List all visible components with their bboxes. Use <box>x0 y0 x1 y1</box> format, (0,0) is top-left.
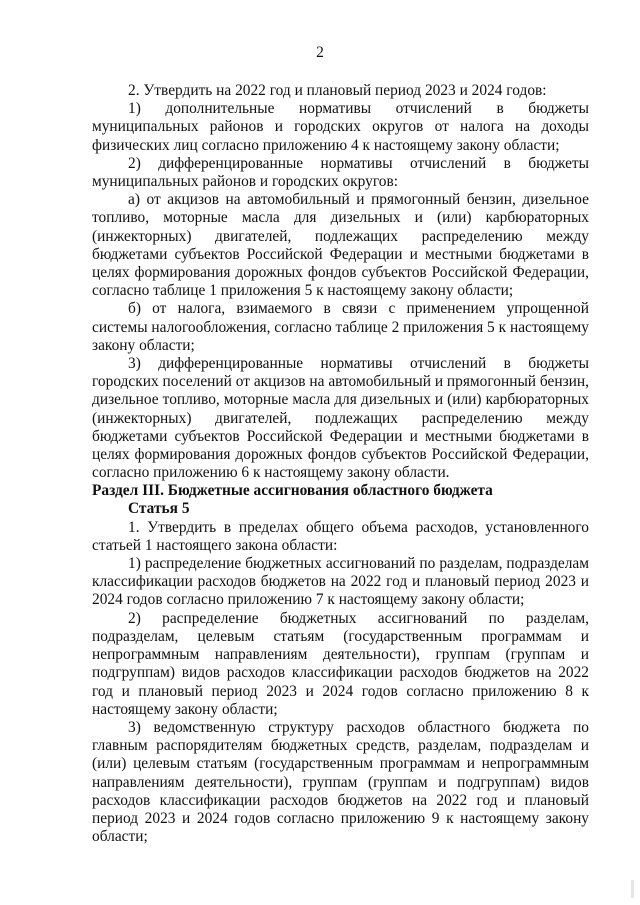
paragraph: 1) дополнительные нормативы отчислений в бюджеты муниципальных районов и городских округов от налога на доходы физических лиц согласно приложению 4 к настоящему закону области; <box>92 100 589 154</box>
article-title: Статья 5 <box>128 500 190 518</box>
page-number: 2 <box>316 44 324 61</box>
section-title: Раздел III. Бюджетные ассигнования областного бюджета <box>92 482 493 500</box>
paragraph: б) от налога, взимаемого в связи с применением упрощенной системы налогообложения, согласно таблице 2 приложения 5 к настоящему закону области; <box>92 300 589 354</box>
document-body <box>92 82 589 846</box>
paragraph: а) от акцизов на автомобильный и прямогонный бензин, дизельное топливо, моторные масла для дизельных и (или) карбюраторных (инжекторных) двигателей, подлежащих распределению между бюджетами субъектов Российской Федерации и местными бюджетами в целях формирования дорожных фондов субъектов Российской Федерации, согласно таблице 1 приложения 5 к настоящему закону области; <box>92 191 589 300</box>
paragraph: 2) дифференцированные нормативы отчислений в бюджеты муниципальных районов и городских округов: <box>92 154 589 191</box>
paragraph: 3) дифференцированные нормативы отчислений в бюджеты городских поселений от акцизов на автомобильный и прямогонный бензин, дизельное топливо, моторные масла для дизельных и (или) карбюраторных (инжекторных) двигателей, подлежащих распределению между бюджетами субъектов Российской Федерации и местными бюджетами в целях формирования дорожных фондов субъектов Российской Федерации, согласно приложению 6 к настоящему закону области. <box>92 355 589 482</box>
scan-edge-mark <box>631 880 634 898</box>
paragraph: 2) распределение бюджетных ассигнований по разделам, подразделам, целевым статьям (государственным программам и непрограммным направлениям деятельности), группам (группам и подгруппам) видов расходов классификации расходов бюджетов на 2022 год и плановый период 2023 и 2024 годов согласно приложению 8 к настоящему закону области; <box>92 609 589 718</box>
paragraph: 1) распределение бюджетных ассигнований по разделам, подразделам классификации расходов бюджетов на 2022 год и плановый период 2023 и 2024 годов согласно приложению 7 к настоящему закону области; <box>92 555 589 609</box>
paragraph: 3) ведомственную структуру расходов областного бюджета по главным распорядителям бюджетных средств, разделам, подразделам и (или) целевым статьям (государственным программам и непрограммным направлениям деятельности), группам (группам и подгруппам) видов расходов классификации расходов бюджетов на 2022 год и плановый период 2023 и 2024 годов согласно приложению 9 к настоящему закону области; <box>92 718 589 846</box>
paragraph: 1. Утвердить в пределах общего объема расходов, установленного статьей 1 настоящего закона области: <box>92 518 589 554</box>
paragraph: 2. Утвердить на 2022 год и плановый период 2023 и 2024 годов: <box>128 82 547 99</box>
